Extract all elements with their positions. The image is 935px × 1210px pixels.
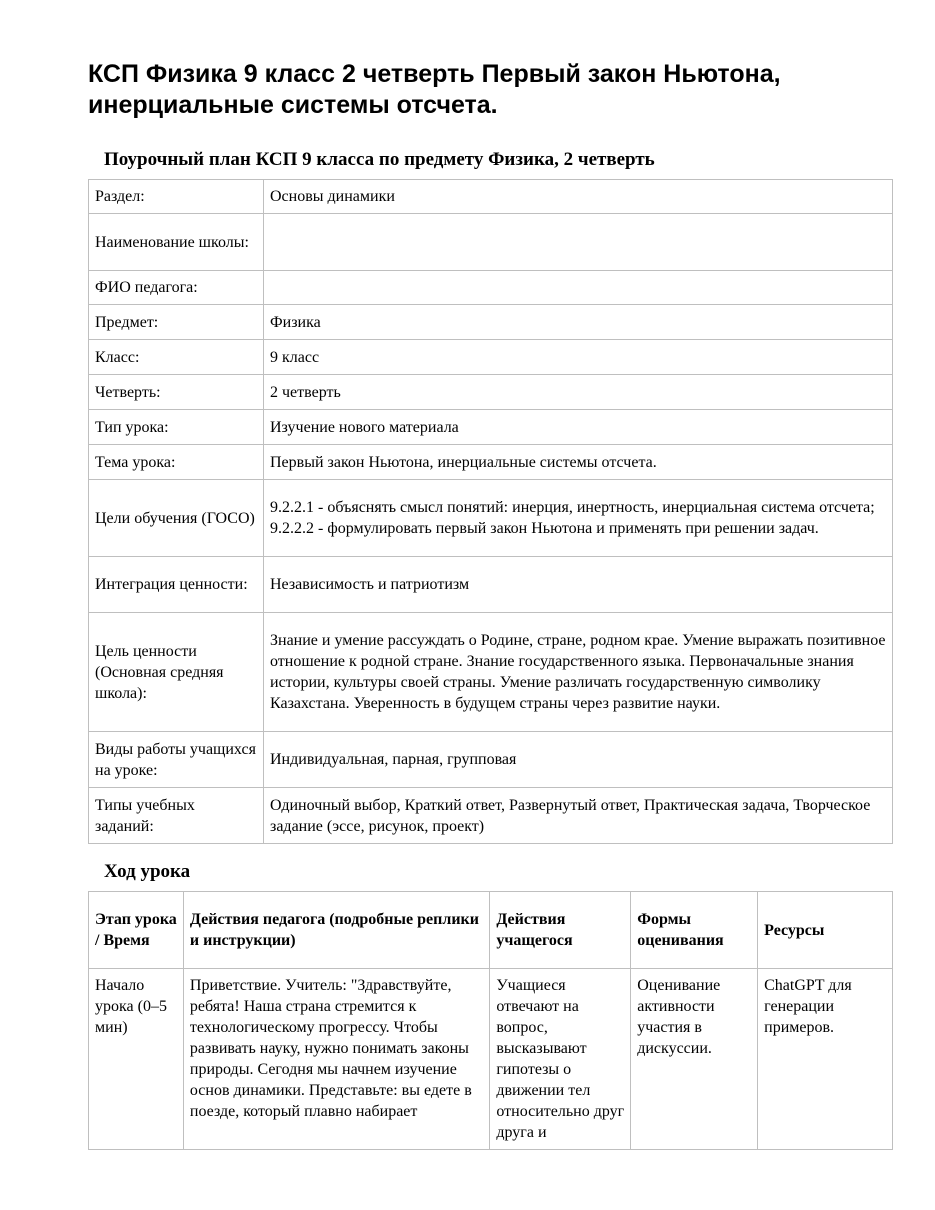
info-value: Изучение нового материала <box>264 410 893 445</box>
document-title: КСП Физика 9 класс 2 четверть Первый закон Ньютона, инерциальные системы отсчета. <box>88 60 781 119</box>
cell-teacher-actions: Приветствие. Учитель: "Здравствуйте, ребята! Наша страна стремится к технологическому прогрессу. Чтобы развивать науку, нужно понимать законы природы. Сегодня мы начнем изучение основ динамики. Представьте: вы едете в поезде, который плавно набирает <box>189 977 472 1120</box>
info-value: Независимость и патриотизм <box>264 557 893 613</box>
info-value <box>264 271 893 305</box>
info-value <box>264 214 893 271</box>
info-value: Одиночный выбор, Краткий ответ, Развернутый ответ, Практическая задача, Творческое задание (эссе, рисунок, проект) <box>264 788 893 844</box>
lesson-info-table <box>88 179 893 844</box>
table-row <box>89 788 893 844</box>
info-value: Знание и умение рассуждать о Родине, стране, родном крае. Умение выражать позитивное отношение к родной стране. Знание государственного языка. Первоначальные знания истории, культуры своей страны. Умение различать государственную символику Казахстана. Уверенность в будущем страны через развитие науки. <box>264 613 893 732</box>
table-row <box>89 180 893 214</box>
info-value: 2 четверть <box>264 375 893 410</box>
header-student-actions: Действия учащегося <box>490 892 631 969</box>
info-label: Интеграция ценности: <box>89 557 264 613</box>
info-value: Основы динамики <box>264 180 893 214</box>
info-label: Тема урока: <box>89 445 264 480</box>
header-stage: Этап урока / Время <box>89 892 184 969</box>
info-label: Тип урока: <box>89 410 264 445</box>
table-row <box>89 271 893 305</box>
info-value: 9 класс <box>264 340 893 375</box>
lesson-header-row <box>89 892 893 969</box>
table-row <box>89 969 893 1150</box>
header-assessment: Формы оценивания <box>631 892 758 969</box>
info-label: Четверть: <box>89 375 264 410</box>
table-row <box>89 214 893 271</box>
info-value: 9.2.2.1 - объяснять смысл понятий: инерция, инертность, инерциальная система отсчета; 9.2.2.2 - формулировать первый закон Ньютона и применять при решении задач. <box>264 480 893 557</box>
info-label: Класс: <box>89 340 264 375</box>
lesson-flow-table <box>88 891 893 1150</box>
info-label: Раздел: <box>89 180 264 214</box>
table-row <box>89 445 893 480</box>
info-label: Наименование школы: <box>89 214 264 271</box>
info-value: Физика <box>264 305 893 340</box>
cell-student-actions: Учащиеся отвечают на вопрос, высказывают гипотезы о движении тел относительно друг друга и <box>496 977 625 1141</box>
info-label: Предмет: <box>89 305 264 340</box>
table-row <box>89 732 893 788</box>
lesson-flow-heading: Ход урока <box>104 861 191 882</box>
cell-assessment: Оценивание активности участия в дискуссии. <box>637 977 721 1057</box>
info-value: Индивидуальная, парная, групповая <box>264 732 893 788</box>
info-label: ФИО педагога: <box>89 271 264 305</box>
info-label: Типы учебных заданий: <box>89 788 264 844</box>
info-value: Первый закон Ньютона, инерциальные системы отсчета. <box>264 445 893 480</box>
cell-stage: Начало урока (0–5 мин) <box>95 977 167 1036</box>
info-label: Виды работы учащихся на уроке: <box>89 732 264 788</box>
info-label: Цели обучения (ГОСО) <box>89 480 264 557</box>
info-label: Цель ценности (Основная средняя школа): <box>89 613 264 732</box>
table-row <box>89 340 893 375</box>
header-teacher-actions: Действия педагога (подробные реплики и инструкции) <box>183 892 489 969</box>
cell-resources: ChatGPT для генерации примеров. <box>764 977 852 1036</box>
table-row <box>89 557 893 613</box>
table-row <box>89 305 893 340</box>
header-resources: Ресурсы <box>758 892 893 969</box>
table-row <box>89 613 893 732</box>
plan-heading: Поурочный план КСП 9 класса по предмету Физика, 2 четверть <box>104 149 655 170</box>
table-row <box>89 410 893 445</box>
table-row <box>89 480 893 557</box>
table-row <box>89 375 893 410</box>
